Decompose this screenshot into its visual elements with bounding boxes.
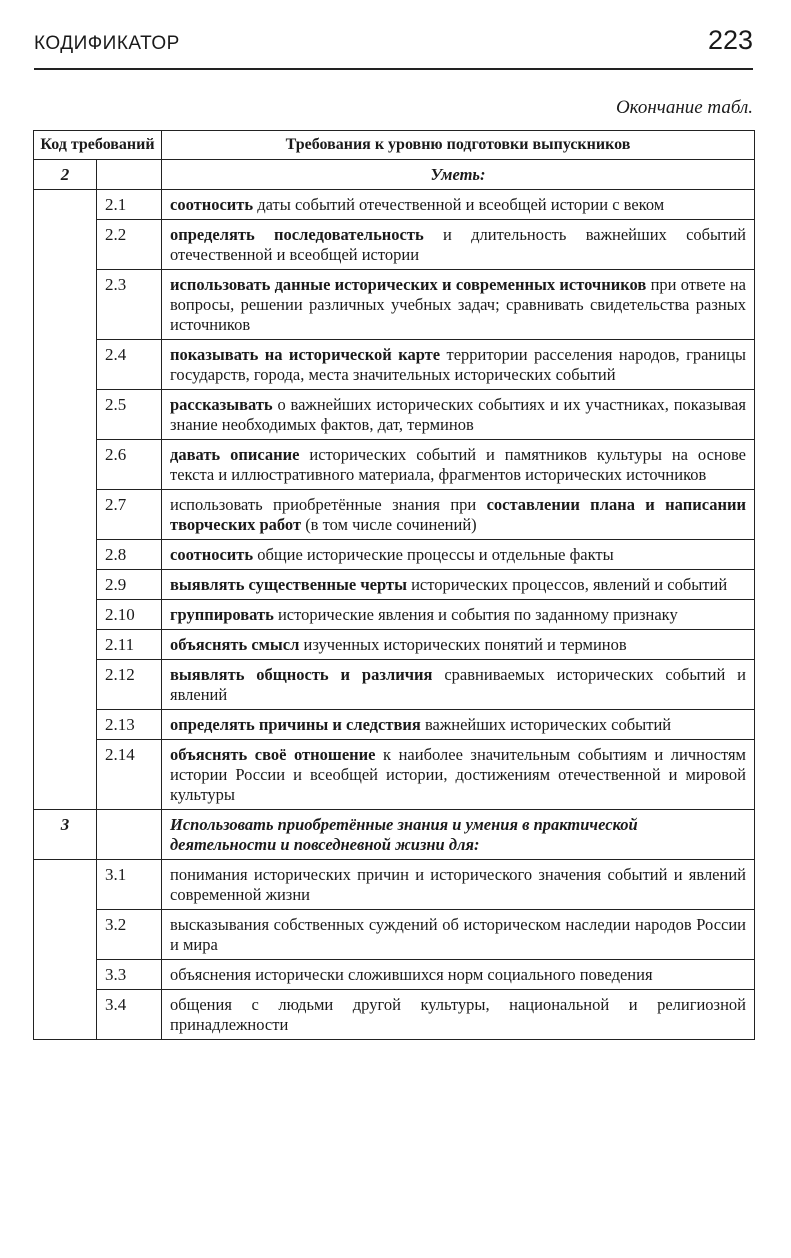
group-code: 3 — [34, 810, 97, 860]
requirement-text-body: объяснения исторически сложившихся норм социального поведения — [170, 965, 653, 984]
requirement-keyword: использовать данные исторических и современных источников — [170, 275, 647, 294]
requirements-column-header: Требования к уровню подготовки выпускников — [162, 131, 755, 160]
requirement-code: 2.4 — [97, 340, 162, 390]
requirement-text — [162, 270, 755, 340]
requirement-code: 2.11 — [97, 630, 162, 660]
requirement-code: 2.7 — [97, 490, 162, 540]
group-code: 2 — [34, 160, 97, 190]
requirement-code: 2.10 — [97, 600, 162, 630]
requirement-text-body: исторических событий и памятников культуры на основе текста и иллюстративного материала, фрагментов исторических источников — [170, 445, 746, 484]
table-caption: Окончание табл. — [615, 97, 753, 118]
requirement-text — [162, 190, 755, 220]
page-number: 223 — [707, 25, 753, 55]
table-row — [34, 540, 755, 570]
requirement-keyword: выявлять общность и различия — [170, 665, 433, 684]
group-code-spacer — [34, 570, 97, 600]
requirement-text — [162, 710, 755, 740]
table-row — [34, 340, 755, 390]
requirement-code: 2.12 — [97, 660, 162, 710]
requirement-code: 3.1 — [97, 860, 162, 910]
table-row — [34, 570, 755, 600]
requirement-text — [162, 740, 755, 810]
group-subcode-empty — [97, 810, 162, 860]
requirement-text-body: понимания исторических причин и исторического значения событий и явлений современной жизни — [170, 865, 746, 904]
requirement-text-body: территории расселения народов, границы государств, города, места значительных исторических событий — [170, 345, 747, 384]
requirement-code: 2.9 — [97, 570, 162, 600]
requirement-text — [162, 860, 755, 910]
requirement-keyword: объяснять смысл — [170, 635, 300, 654]
group-code-spacer — [34, 660, 97, 710]
requirement-keyword: объяснять своё отношение — [170, 745, 376, 764]
requirement-code: 3.3 — [97, 960, 162, 990]
requirement-text-body: к наиболее значительным событиям и личностям истории России и всеобщей истории, достижениям отечественной и мировой культуры — [170, 745, 747, 804]
table-row — [34, 390, 755, 440]
requirement-text — [162, 220, 755, 270]
group-code-spacer — [34, 910, 97, 960]
code-column-header: Код требований — [34, 131, 162, 160]
table-row — [34, 990, 755, 1040]
table-row — [34, 270, 755, 340]
table-row — [34, 660, 755, 710]
group-title: Уметь: — [162, 160, 755, 190]
requirement-text-prefix: использовать приобретённые знания при — [170, 495, 487, 514]
requirement-code: 3.2 — [97, 910, 162, 960]
table-row — [34, 740, 755, 810]
table-body — [34, 160, 755, 1040]
group-code-spacer — [34, 540, 97, 570]
requirement-code: 2.2 — [97, 220, 162, 270]
requirement-keyword: давать описание — [170, 445, 300, 464]
group-code-spacer — [34, 340, 97, 390]
requirement-keyword: соотносить — [170, 545, 254, 564]
group-code-spacer — [34, 710, 97, 740]
requirement-text — [162, 660, 755, 710]
requirement-text-body: сравниваемых исторических событий и явлений — [170, 665, 746, 704]
requirement-keyword: определять последовательность — [170, 225, 424, 244]
group-code-spacer — [34, 960, 97, 990]
requirement-text-body: о важнейших исторических событиях и их участниках, показывая знание необходимых фактов, дат, терминов — [170, 395, 746, 434]
requirement-keyword: определять причины и следствия — [170, 715, 421, 734]
requirement-code: 3.4 — [97, 990, 162, 1040]
table-row — [34, 440, 755, 490]
table-row — [34, 220, 755, 270]
table-header-row — [34, 131, 755, 160]
requirement-keyword: составлении плана и написании творческих работ — [170, 495, 746, 534]
requirement-code: 2.5 — [97, 390, 162, 440]
group-code-spacer — [34, 990, 97, 1040]
requirement-text — [162, 570, 755, 600]
requirement-text-body: (в том числе сочинений) — [301, 515, 477, 534]
requirement-text — [162, 390, 755, 440]
requirement-keyword: показывать на исторической карте — [170, 345, 441, 364]
table-row — [34, 910, 755, 960]
requirement-code: 2.13 — [97, 710, 162, 740]
table-row — [34, 960, 755, 990]
group-code-spacer — [34, 630, 97, 660]
requirement-code: 2.3 — [97, 270, 162, 340]
requirement-text-body: общения с людьми другой культуры, национальной и религиозной принадлежности — [170, 995, 746, 1034]
group-subcode-empty — [97, 160, 162, 190]
group-code-spacer — [34, 190, 97, 220]
table-row — [34, 190, 755, 220]
requirement-text — [162, 600, 755, 630]
requirement-text — [162, 990, 755, 1040]
requirement-code: 2.6 — [97, 440, 162, 490]
requirement-text-body: высказывания собственных суждений об историческом наследии народов России и мира — [170, 915, 746, 954]
group-row — [34, 160, 755, 190]
table-row — [34, 710, 755, 740]
requirement-keyword: рассказывать — [170, 395, 273, 414]
requirement-text-body: важнейших исторических событий — [420, 715, 672, 734]
group-code-spacer — [34, 860, 97, 910]
requirement-text-body: исторических процессов, явлений и событий — [406, 575, 728, 594]
requirement-text-body: при ответе на вопросы, решении различных учебных задач; сравнивать свидетельства разных источников — [170, 275, 746, 334]
requirement-text-body: и длительность важнейших событий отечественной и всеобщей истории — [170, 225, 746, 264]
requirement-text — [162, 910, 755, 960]
requirement-text — [162, 630, 755, 660]
group-row — [34, 810, 755, 860]
requirement-keyword: соотносить — [170, 195, 254, 214]
requirement-keyword: выявлять существенные черты — [170, 575, 407, 594]
requirement-text — [162, 440, 755, 490]
requirement-text — [162, 340, 755, 390]
page-header-title: КОДИФИКАТОР — [34, 33, 180, 54]
group-code-spacer — [34, 390, 97, 440]
requirement-text-body: даты событий отечественной и всеобщей истории с веком — [253, 195, 665, 214]
requirement-text-body: общие исторические процессы и отдельные факты — [253, 545, 614, 564]
requirement-text — [162, 960, 755, 990]
requirement-text — [162, 490, 755, 540]
header-divider — [34, 68, 753, 70]
requirement-text-body: изученных исторических понятий и терминов — [299, 635, 627, 654]
requirement-code: 2.14 — [97, 740, 162, 810]
group-code-spacer — [34, 220, 97, 270]
requirements-table — [33, 130, 755, 1040]
requirement-code: 2.1 — [97, 190, 162, 220]
group-code-spacer — [34, 440, 97, 490]
group-code-spacer — [34, 490, 97, 540]
table-row — [34, 860, 755, 910]
group-code-spacer — [34, 270, 97, 340]
table-row — [34, 600, 755, 630]
group-title: Использовать приобретённые знания и умения в практической деятельности и повседневной жизни для: — [162, 810, 755, 860]
requirement-text-body: исторические явления и события по заданному признаку — [273, 605, 678, 624]
table-row — [34, 630, 755, 660]
group-code-spacer — [34, 600, 97, 630]
requirement-code: 2.8 — [97, 540, 162, 570]
requirement-text — [162, 540, 755, 570]
requirement-keyword: группировать — [170, 605, 274, 624]
table-row — [34, 490, 755, 540]
group-code-spacer — [34, 740, 97, 810]
